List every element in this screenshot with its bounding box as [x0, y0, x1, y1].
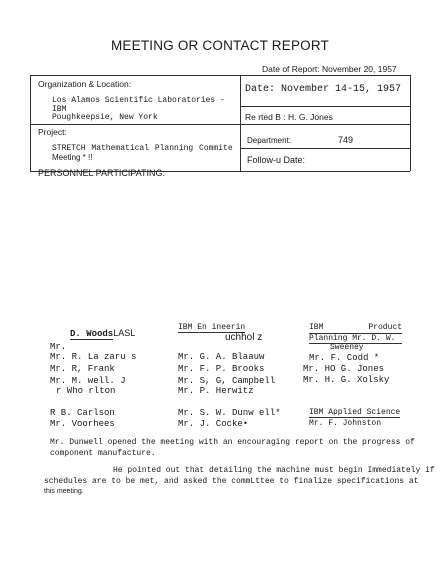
ibm-product-header-left: IBM — [309, 323, 324, 332]
lasl-row-5: r Who rlton — [56, 386, 116, 396]
department-value: 749 — [338, 135, 354, 145]
project-line-1: STRETCH Mathematical Planning Commite — [52, 144, 233, 153]
ibm-eng-row-4: Mr. P. Herwitz — [178, 386, 254, 396]
ibm-product-row-1: Mr. F. Codd * — [309, 353, 380, 363]
ibm-product-row-2: Mr. HO G. Jones — [303, 364, 385, 374]
ibm-product-row-3: Mr. H. G. Xolsky — [303, 375, 390, 385]
form-top-rule — [30, 75, 410, 76]
para2-line-3: this meeting. — [44, 488, 84, 495]
meeting-date-field: Date: November 14-15, 1957 — [245, 84, 402, 95]
lasl-header — [70, 323, 135, 341]
form-right-rule — [410, 75, 411, 171]
org-line-1: Los Alamos Scientific Laboratories - — [52, 96, 225, 105]
ibm-engineering-sub: uchhol z — [225, 332, 263, 343]
ibm-eng-row-1: Mr. G. A. Blaauw — [178, 352, 265, 362]
project-line-2: Meeting * !! — [52, 153, 93, 162]
personnel-label: PERSONNEL PARTICIPATING: — [38, 168, 166, 178]
lasl-row-2: Mr. R. La zaru s — [50, 352, 137, 362]
ibm-applied-row-1: Mr. F. Johnston — [309, 419, 382, 428]
form-left-rule — [30, 75, 31, 171]
lasl-contact-name: D. Woods — [70, 329, 114, 339]
ibm-eng-row-3: Mr. S, G, Campbell — [178, 376, 276, 386]
lasl-row-4: Mr. M. well. J — [50, 376, 126, 386]
department-label: Department: — [247, 136, 292, 145]
report-title: MEETING OR CONTACT REPORT — [110, 38, 329, 53]
reported-by-field: Re rted B : H. G. Jones — [245, 112, 333, 122]
followup-date-label: Follow-u Date: — [247, 155, 306, 165]
lasl-row-1: Mr. — [50, 342, 67, 352]
ibm-product-planning: Planning Mr. D. W. — [309, 334, 396, 343]
para2-line-1: He pointed out that detailing the machine must begin Immediately if — [113, 466, 435, 475]
department-rule — [240, 148, 410, 149]
para1-line-2: component manufacture. — [50, 449, 156, 458]
lasl-row-3: Mr. R, Frank — [50, 364, 115, 374]
lasl-org: LASL — [113, 328, 136, 338]
lasl-row-6: R B. Carlson — [50, 408, 115, 418]
ibm-product-header — [309, 323, 402, 332]
date-field-rule — [240, 106, 410, 107]
ibm-eng-row-6: Mr. J. Cocke• — [178, 419, 249, 429]
ibm-applied-science-header: IBM Applied Science — [309, 408, 401, 417]
org-line-3: Poughkeepsie, New York — [52, 113, 158, 122]
org-line-2: IBM — [52, 105, 67, 114]
para2-line-2: schedules are to be met, and asked the commLttee to finalize specifications at — [44, 477, 419, 486]
ibm-engineering-header: IBM En ineerin — [178, 323, 246, 332]
form-mid-rule — [240, 75, 241, 171]
para1-line-1: Mr. Dunwell opened the meeting with an encouraging report on the progress of — [50, 438, 415, 447]
org-label: Organization & Location: — [38, 79, 132, 89]
ibm-product-sweeney: Sweeney — [330, 343, 364, 352]
lasl-row-7: Mr. Voorhees — [50, 419, 115, 429]
project-label: Project: — [38, 127, 67, 137]
ibm-eng-row-2: Mr. F. P. Brooks — [178, 364, 265, 374]
date-of-report: Date of Report: November 20, 1957 — [262, 64, 397, 74]
ibm-product-header-right: Product — [368, 323, 402, 332]
org-bottom-rule — [30, 124, 410, 125]
ibm-eng-row-5: Mr. S. W. Dunw ell* — [178, 408, 281, 418]
